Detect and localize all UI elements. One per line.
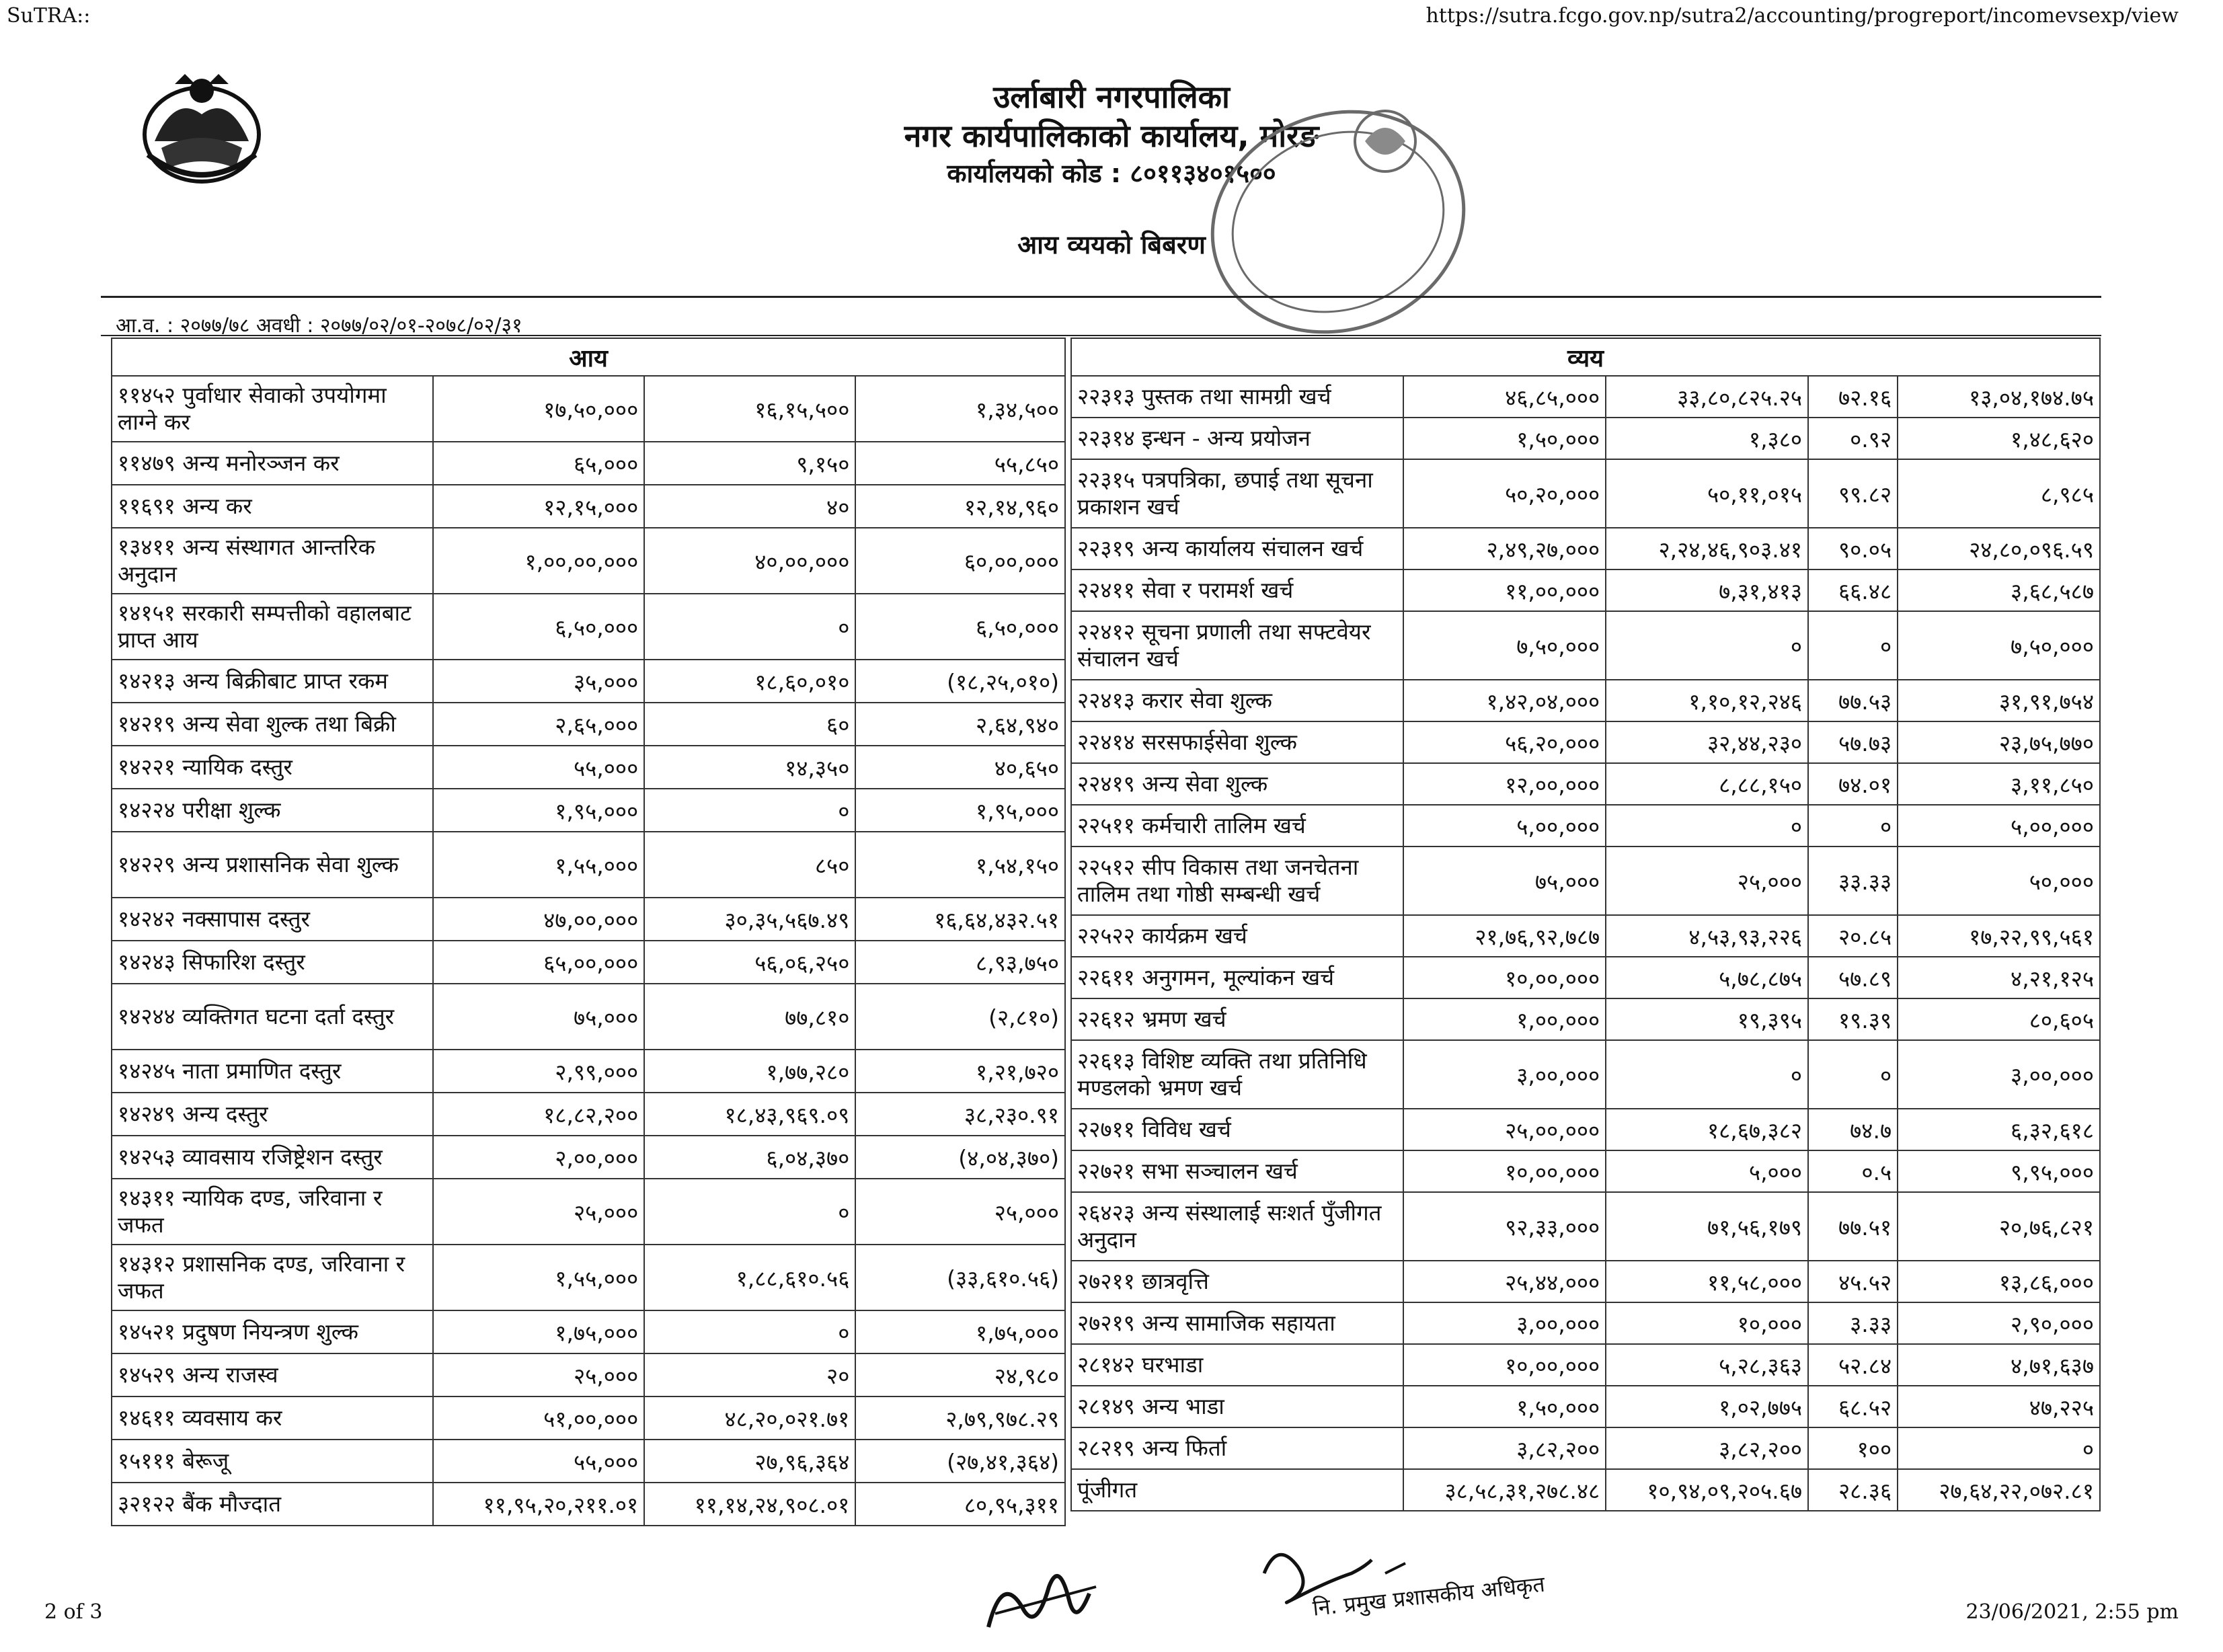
table-row: [1071, 915, 2100, 957]
row-value-a: ११,९५,२०,२११.०१: [433, 1483, 644, 1526]
row-value-b: १६,१५,५००: [644, 376, 855, 442]
table-row: [1071, 998, 2100, 1040]
row-value-c: ४,२१,१२५: [1898, 957, 2100, 998]
row-label: ११४७९ अन्य मनोरञ्जन कर: [112, 442, 433, 485]
row-value-b: ४०: [644, 485, 855, 528]
row-value-b: १८,४३,९६९.०९: [644, 1093, 855, 1136]
row-value-c: ६,५०,०००: [855, 594, 1065, 660]
row-value-c: २४,८०,०९६.५९: [1898, 528, 2100, 569]
row-value-b: १,८८,६१०.५६: [644, 1245, 855, 1310]
page-header-left: SuTRA::: [7, 4, 91, 28]
row-label: २२६१३ विशिष्ट व्यक्ति तथा प्रतिनिधि मण्डलको भ्रमण खर्च: [1071, 1040, 1403, 1109]
row-value-p: १९.३९: [1808, 998, 1898, 1040]
row-value-p: ६६.४८: [1808, 569, 1898, 611]
row-label: १५१११ बेरूजू: [112, 1440, 433, 1483]
row-label: २२५२२ कार्यक्रम खर्च: [1071, 915, 1403, 957]
row-label: ११४५२ पुर्वाधार सेवाको उपयोगमा लाग्ने कर: [112, 376, 433, 442]
row-label: १४३१२ प्रशासनिक दण्ड, जरिवाना र जफत: [112, 1245, 433, 1310]
table-row: [1071, 1427, 2100, 1469]
row-value-a: २५,०००: [433, 1353, 644, 1397]
table-row: [1071, 1344, 2100, 1386]
signature-mark-icon: [975, 1546, 1109, 1647]
row-value-a: १,५०,०००: [1403, 418, 1606, 459]
report-title: आय व्ययको बिबरण: [1017, 230, 1206, 260]
row-value-b: ५६,०६,२५०: [644, 941, 855, 984]
row-value-p: ६८.५२: [1808, 1386, 1898, 1427]
table-row: [112, 984, 1065, 1050]
row-value-b: २,२४,४६,९०३.४१: [1606, 528, 1808, 569]
row-label: २२४११ सेवा र परामर्श खर्च: [1071, 569, 1403, 611]
row-value-a: ५,००,०००: [1403, 805, 1606, 847]
row-label: २२४१४ सरसफाईसेवा शुल्क: [1071, 721, 1403, 763]
table-row: [1071, 805, 2100, 847]
row-value-b: ८५०: [644, 832, 855, 898]
row-value-p: ९९.८२: [1808, 459, 1898, 528]
table-row: [1071, 1192, 2100, 1261]
row-value-c: १,२१,७२०: [855, 1050, 1065, 1093]
row-value-c: १,७५,०००: [855, 1310, 1065, 1353]
row-value-b: २५,०००: [1606, 847, 1808, 915]
office-stamp-icon: [1204, 101, 1473, 343]
row-label: २२४१३ करार सेवा शुल्क: [1071, 680, 1403, 721]
row-label: १४२४५ नाता प्रमाणित दस्तुर: [112, 1050, 433, 1093]
row-label: २२७२१ सभा सञ्चालन खर्च: [1071, 1150, 1403, 1192]
row-value-c: ८,९३,७५०: [855, 941, 1065, 984]
fiscal-period: आ.व. : २०७७/७८ अवधी : २०७७/०२/०१-२०७८/०२/३१: [116, 314, 522, 338]
row-value-b: ५,७८,८७५: [1606, 957, 1808, 998]
row-label: २२६१२ भ्रमण खर्च: [1071, 998, 1403, 1040]
row-value-c: १,९५,०००: [855, 789, 1065, 832]
table-row: [112, 442, 1065, 485]
row-value-p: ९०.०५: [1808, 528, 1898, 569]
office-name: उर्लाबारी नगरपालिका: [993, 79, 1230, 115]
row-label: २७२११ छात्रवृत्ति: [1071, 1261, 1403, 1302]
row-value-a: २,९९,०००: [433, 1050, 644, 1093]
row-value-p: ७७.५१: [1808, 1192, 1898, 1261]
row-label: १४२५३ व्यावसाय रजिष्ट्रेशन दस्तुर: [112, 1136, 433, 1179]
row-value-b: ११,५८,०००: [1606, 1261, 1808, 1302]
row-value-b: २७,९६,३६४: [644, 1440, 855, 1483]
row-value-a: १,५५,०००: [433, 832, 644, 898]
table-row: [1071, 1261, 2100, 1302]
row-label: पूंजीगत: [1071, 1469, 1403, 1511]
row-label: २६४२३ अन्य संस्थालाई सःशर्त पुँजीगत अनुदान: [1071, 1192, 1403, 1261]
row-value-b: ४,५३,९३,२२६: [1606, 915, 1808, 957]
row-value-c: १६,६४,४३२.५१: [855, 898, 1065, 941]
signature-title: नि. प्रमुख प्रशासकीय अधिकृत: [1311, 1571, 1547, 1621]
row-value-b: २०: [644, 1353, 855, 1397]
row-value-p: ५२.८४: [1808, 1344, 1898, 1386]
row-label: ३२१२२ बैंक मौज्दात: [112, 1483, 433, 1526]
row-value-c: (१८,२५,०१०): [855, 660, 1065, 703]
row-value-p: ०: [1808, 1040, 1898, 1109]
row-value-b: ९,१५०: [644, 442, 855, 485]
row-value-p: ५७.७३: [1808, 721, 1898, 763]
row-value-c: २३,७५,७७०: [1898, 721, 2100, 763]
table-row: [1071, 680, 2100, 721]
row-value-p: १००: [1808, 1427, 1898, 1469]
row-label: २२५१२ सीप विकास तथा जनचेतना तालिम तथा गोष्ठी सम्बन्धी खर्च: [1071, 847, 1403, 915]
row-value-a: ५०,२०,०००: [1403, 459, 1606, 528]
row-label: २२३१४ इन्धन - अन्य प्रयोजन: [1071, 418, 1403, 459]
row-value-c: २०,७६,८२१: [1898, 1192, 2100, 1261]
row-value-c: २४,९८०: [855, 1353, 1065, 1397]
row-value-b: ०: [1606, 611, 1808, 680]
office-subtitle: नगर कार्यपालिकाको कार्यालय, मोरङ: [904, 118, 1319, 154]
table-row: [112, 1093, 1065, 1136]
row-value-b: १८,६०,०१०: [644, 660, 855, 703]
row-value-a: १२,१५,०००: [433, 485, 644, 528]
row-value-a: १०,००,०००: [1403, 957, 1606, 998]
table-row: [1071, 1469, 2100, 1511]
row-label: १४१५१ सरकारी सम्पत्तीको वहालबाट प्राप्त आय: [112, 594, 433, 660]
row-label: १४२४९ अन्य दस्तुर: [112, 1093, 433, 1136]
row-value-a: ११,००,०००: [1403, 569, 1606, 611]
table-row: [112, 941, 1065, 984]
row-value-p: ४५.५२: [1808, 1261, 1898, 1302]
row-value-a: १८,८२,२००: [433, 1093, 644, 1136]
row-value-c: (२७,४१,३६४): [855, 1440, 1065, 1483]
row-value-a: १,००,०००: [1403, 998, 1606, 1040]
row-value-p: २०.८५: [1808, 915, 1898, 957]
office-code: कार्यालयको कोड : ८०११३४०१५००: [947, 159, 1276, 188]
row-label: २८१४९ अन्य भाडा: [1071, 1386, 1403, 1427]
income-table: [111, 338, 1066, 1526]
row-label: १४५२१ प्रदुषण नियन्त्रण शुल्क: [112, 1310, 433, 1353]
row-value-c: ८,९८५: [1898, 459, 2100, 528]
row-value-b: ५,२८,३६३: [1606, 1344, 1808, 1386]
row-value-c: ३,००,०००: [1898, 1040, 2100, 1109]
row-value-a: ६५,०००: [433, 442, 644, 485]
table-row: [1071, 957, 2100, 998]
top-rule: [101, 296, 2101, 298]
row-value-a: १,००,००,०००: [433, 528, 644, 594]
row-value-b: १०,०००: [1606, 1302, 1808, 1344]
table-row: [1071, 1386, 2100, 1427]
table-row: [1071, 528, 2100, 569]
table-row: [1071, 1150, 2100, 1192]
row-value-a: २५,००,०००: [1403, 1109, 1606, 1150]
row-value-c: १,३४,५००: [855, 376, 1065, 442]
row-value-b: ३२,४४,२३०: [1606, 721, 1808, 763]
row-value-a: ६,५०,०००: [433, 594, 644, 660]
row-value-p: २८.३६: [1808, 1469, 1898, 1511]
row-value-a: १२,००,०००: [1403, 763, 1606, 805]
row-value-p: ०.९२: [1808, 418, 1898, 459]
expense-table: [1070, 338, 2101, 1511]
table-row: [1071, 763, 2100, 805]
row-value-b: ०: [1606, 1040, 1808, 1109]
table-row: [112, 746, 1065, 789]
row-label: २२५११ कर्मचारी तालिम खर्च: [1071, 805, 1403, 847]
row-label: १४३११ न्यायिक दण्ड, जरिवाना र जफत: [112, 1179, 433, 1245]
row-label: १४२४४ व्यक्तिगत घटना दर्ता दस्तुर: [112, 984, 433, 1050]
row-label: २७२१९ अन्य सामाजिक सहायता: [1071, 1302, 1403, 1344]
row-value-p: ७७.५३: [1808, 680, 1898, 721]
row-value-a: १,५०,०००: [1403, 1386, 1606, 1427]
row-value-c: ६,३२,६१८: [1898, 1109, 2100, 1150]
row-value-p: ७४.०१: [1808, 763, 1898, 805]
table-row: [112, 660, 1065, 703]
row-value-c: १३,८६,०००: [1898, 1261, 2100, 1302]
row-value-a: ३८,५८,३१,२७८.४८: [1403, 1469, 1606, 1511]
row-value-p: ०.५: [1808, 1150, 1898, 1192]
row-value-a: २,६५,०००: [433, 703, 644, 746]
expense-heading: व्यय: [1071, 338, 2100, 376]
row-label: १४२२४ परीक्षा शुल्क: [112, 789, 433, 832]
row-value-b: ३३,८०,८२५.२५: [1606, 376, 1808, 418]
row-value-b: ६,०४,३७०: [644, 1136, 855, 1179]
table-row: [1071, 1302, 2100, 1344]
row-label: १४२२९ अन्य प्रशासनिक सेवा शुल्क: [112, 832, 433, 898]
row-value-c: (३३,६१०.५६): [855, 1245, 1065, 1310]
row-value-p: ३.३३: [1808, 1302, 1898, 1344]
row-value-b: १,७७,२८०: [644, 1050, 855, 1093]
table-row: [112, 1179, 1065, 1245]
table-row: [112, 703, 1065, 746]
row-value-a: ५५,०००: [433, 1440, 644, 1483]
row-value-c: ४,७१,६३७: [1898, 1344, 2100, 1386]
row-value-c: २७,६४,२२,०७२.८१: [1898, 1469, 2100, 1511]
row-value-c: ५५,८५०: [855, 442, 1065, 485]
row-value-a: ३५,०००: [433, 660, 644, 703]
table-row: [112, 1397, 1065, 1440]
row-label: १४२४३ सिफारिश दस्तुर: [112, 941, 433, 984]
row-value-b: ५,०००: [1606, 1150, 1808, 1192]
print-timestamp: 23/06/2021, 2:55 pm: [1965, 1600, 2179, 1624]
row-value-c: (४,०४,३७०): [855, 1136, 1065, 1179]
row-value-a: १,७५,०००: [433, 1310, 644, 1353]
row-label: १४२४२ नक्सापास दस्तुर: [112, 898, 433, 941]
row-value-a: २१,७६,९२,७८७: [1403, 915, 1606, 957]
row-value-a: ३,८२,२००: [1403, 1427, 1606, 1469]
row-value-p: ०: [1808, 611, 1898, 680]
row-value-a: १,९५,०००: [433, 789, 644, 832]
row-label: २२४१९ अन्य सेवा शुल्क: [1071, 763, 1403, 805]
row-value-p: ७२.१६: [1808, 376, 1898, 418]
row-label: २८१४२ घरभाडा: [1071, 1344, 1403, 1386]
row-value-a: ४७,००,०००: [433, 898, 644, 941]
row-value-c: ३,६८,५८७: [1898, 569, 2100, 611]
row-value-c: १३,०४,१७४.७५: [1898, 376, 2100, 418]
row-value-b: ८,८८,१५०: [1606, 763, 1808, 805]
row-value-c: ६०,००,०००: [855, 528, 1065, 594]
row-value-c: ०: [1898, 1427, 2100, 1469]
row-label: १४२२१ न्यायिक दस्तुर: [112, 746, 433, 789]
row-value-b: १,१०,१२,२४६: [1606, 680, 1808, 721]
row-value-c: (२,८१०): [855, 984, 1065, 1050]
row-value-p: ५७.८९: [1808, 957, 1898, 998]
row-value-c: २,६४,९४०: [855, 703, 1065, 746]
row-value-b: ११,१४,२४,९०८.०१: [644, 1483, 855, 1526]
row-value-c: २५,०००: [855, 1179, 1065, 1245]
row-value-a: ४६,८५,०००: [1403, 376, 1606, 418]
table-row: [112, 1050, 1065, 1093]
row-value-b: ३०,३५,५६७.४९: [644, 898, 855, 941]
row-label: १४२१३ अन्य बिक्रीबाट प्राप्त रकम: [112, 660, 433, 703]
row-value-c: १,५४,१५०: [855, 832, 1065, 898]
row-value-b: ४८,२०,०२१.७१: [644, 1397, 855, 1440]
row-value-c: ५०,०००: [1898, 847, 2100, 915]
row-label: ११६९१ अन्य कर: [112, 485, 433, 528]
row-label: २२३१३ पुस्तक तथा सामग्री खर्च: [1071, 376, 1403, 418]
row-value-a: ३,००,०००: [1403, 1040, 1606, 1109]
table-row: [112, 485, 1065, 528]
row-value-b: ०: [1606, 805, 1808, 847]
table-row: [112, 789, 1065, 832]
row-value-a: १,५५,०००: [433, 1245, 644, 1310]
table-row: [112, 898, 1065, 941]
row-label: २२६११ अनुगमन, मूल्यांकन खर्च: [1071, 957, 1403, 998]
row-value-b: १४,३५०: [644, 746, 855, 789]
row-value-b: १९,३९५: [1606, 998, 1808, 1040]
row-value-a: ५५,०००: [433, 746, 644, 789]
table-row: [112, 832, 1065, 898]
table-row: [112, 1310, 1065, 1353]
table-row: [1071, 611, 2100, 680]
table-row: [112, 1353, 1065, 1397]
row-value-b: ६०: [644, 703, 855, 746]
table-row: [112, 376, 1065, 442]
title-block: [0, 77, 2223, 262]
row-label: १३४११ अन्य संस्थागत आन्तरिक अनुदान: [112, 528, 433, 594]
row-value-b: ०: [644, 1310, 855, 1353]
row-label: २२७११ विविध खर्च: [1071, 1109, 1403, 1150]
row-value-a: २,४९,२७,०००: [1403, 528, 1606, 569]
table-row: [112, 1136, 1065, 1179]
row-value-a: १७,५०,०००: [433, 376, 644, 442]
row-value-p: ३३.३३: [1808, 847, 1898, 915]
row-value-c: २,७९,९७८.२९: [855, 1397, 1065, 1440]
row-label: १४२१९ अन्य सेवा शुल्क तथा बिक्री: [112, 703, 433, 746]
row-value-a: ७,५०,०००: [1403, 611, 1606, 680]
row-value-a: १०,००,०००: [1403, 1344, 1606, 1386]
page-number: 2 of 3: [44, 1600, 103, 1624]
row-value-c: १२,१४,९६०: [855, 485, 1065, 528]
row-value-a: २५,४४,०००: [1403, 1261, 1606, 1302]
row-value-b: ०: [644, 594, 855, 660]
row-label: २२३१९ अन्य कार्यालय संचालन खर्च: [1071, 528, 1403, 569]
page-header-url: https://sutra.fcgo.gov.np/sutra2/accounting/progreport/incomevsexp/view: [1426, 4, 2179, 28]
table-row: [1071, 1040, 2100, 1109]
row-value-c: ५,००,०००: [1898, 805, 2100, 847]
row-value-b: १८,६७,३८२: [1606, 1109, 1808, 1150]
row-value-a: ३,००,०००: [1403, 1302, 1606, 1344]
table-row: [1071, 376, 2100, 418]
row-value-a: १,४२,०४,०००: [1403, 680, 1606, 721]
row-value-a: ९२,३३,०००: [1403, 1192, 1606, 1261]
row-value-a: १०,००,०००: [1403, 1150, 1606, 1192]
table-row: [1071, 418, 2100, 459]
row-value-b: ७७,८१०: [644, 984, 855, 1050]
row-value-a: ७५,०००: [433, 984, 644, 1050]
row-value-p: ०: [1808, 805, 1898, 847]
table-row: [1071, 569, 2100, 611]
row-value-p: ७४.७: [1808, 1109, 1898, 1150]
row-value-c: ७,५०,०००: [1898, 611, 2100, 680]
table-row: [1071, 459, 2100, 528]
table-row: [112, 594, 1065, 660]
row-value-c: ३,११,८५०: [1898, 763, 2100, 805]
row-value-a: ७५,०००: [1403, 847, 1606, 915]
row-value-c: २,९०,०००: [1898, 1302, 2100, 1344]
row-value-b: ७,३१,४१३: [1606, 569, 1808, 611]
row-label: २२४१२ सूचना प्रणाली तथा सफ्टवेयर संचालन खर्च: [1071, 611, 1403, 680]
row-value-c: ३१,९१,७५४: [1898, 680, 2100, 721]
row-value-a: ६५,००,०००: [433, 941, 644, 984]
row-label: १४५२९ अन्य राजस्व: [112, 1353, 433, 1397]
row-value-b: १,०२,७७५: [1606, 1386, 1808, 1427]
row-value-a: ५६,२०,०००: [1403, 721, 1606, 763]
row-value-c: १७,२२,९९,५६१: [1898, 915, 2100, 957]
row-label: २२३१५ पत्रपत्रिका, छपाई तथा सूचना प्रकाशन खर्च: [1071, 459, 1403, 528]
income-heading: आय: [112, 338, 1065, 376]
row-value-b: ४०,००,०००: [644, 528, 855, 594]
row-value-b: १,३८०: [1606, 418, 1808, 459]
row-label: २८२१९ अन्य फिर्ता: [1071, 1427, 1403, 1469]
row-value-b: ०: [644, 1179, 855, 1245]
period-rule: [101, 335, 2101, 336]
table-row: [112, 1483, 1065, 1526]
row-value-c: ४७,२२५: [1898, 1386, 2100, 1427]
row-value-a: ५१,००,०००: [433, 1397, 644, 1440]
row-value-c: ८०,६०५: [1898, 998, 2100, 1040]
row-value-b: ७१,५६,१७९: [1606, 1192, 1808, 1261]
row-value-b: ३,८२,२००: [1606, 1427, 1808, 1469]
row-value-b: १०,९४,०९,२०५.६७: [1606, 1469, 1808, 1511]
table-row: [112, 528, 1065, 594]
row-label: १४६११ व्यवसाय कर: [112, 1397, 433, 1440]
row-value-c: ८०,९५,३११: [855, 1483, 1065, 1526]
row-value-a: २५,०००: [433, 1179, 644, 1245]
table-row: [112, 1245, 1065, 1310]
table-row: [1071, 847, 2100, 915]
table-row: [112, 1440, 1065, 1483]
table-row: [1071, 1109, 2100, 1150]
row-value-c: ३८,२३०.९१: [855, 1093, 1065, 1136]
row-value-b: ०: [644, 789, 855, 832]
table-row: [1071, 721, 2100, 763]
row-value-b: ५०,११,०१५: [1606, 459, 1808, 528]
row-value-a: २,००,०००: [433, 1136, 644, 1179]
row-value-c: ९,९५,०००: [1898, 1150, 2100, 1192]
row-value-c: ४०,६५०: [855, 746, 1065, 789]
row-value-c: १,४८,६२०: [1898, 418, 2100, 459]
